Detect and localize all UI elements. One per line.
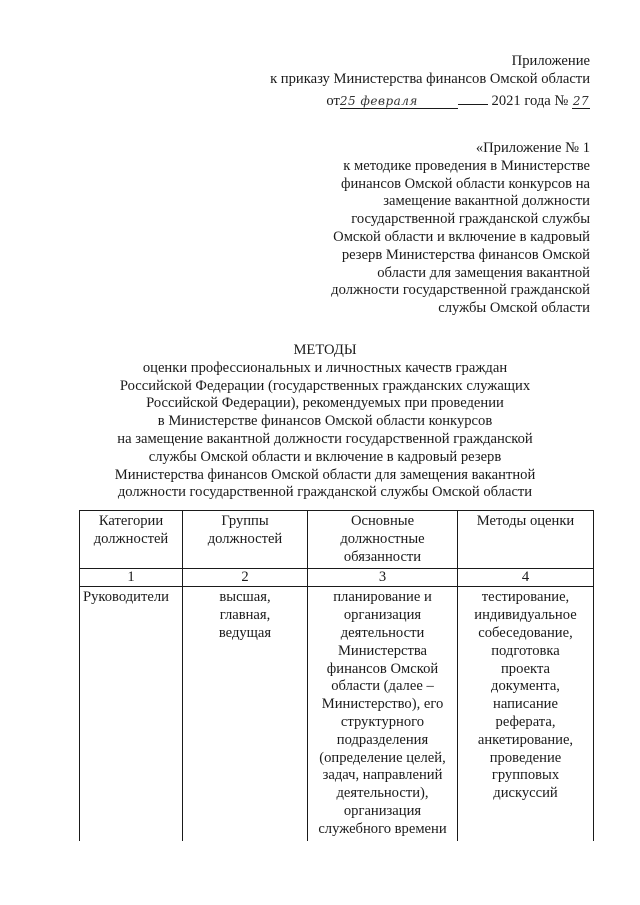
handwritten-date: 25 февраля bbox=[340, 93, 458, 109]
column-number: 3 bbox=[308, 569, 458, 587]
prior-appendix-line: государственной гражданской службы bbox=[351, 211, 590, 228]
title-line: службы Омской области и включение в кадровый резерв bbox=[148, 448, 502, 465]
table-number-row bbox=[80, 569, 594, 587]
header-methods: Методы оценки bbox=[458, 511, 594, 569]
title-line: Российской Федерации), рекомендуемых при проведении bbox=[146, 395, 504, 412]
cell-duties: планирование и организация деятельности Министерства финансов Омской области (далее – Министерство), его структурного подразделения (определение целей, задач, направлений деятельности), организация служебного времени bbox=[308, 587, 458, 841]
date-year: 2021 года № bbox=[491, 92, 569, 109]
prior-appendix-line: службы Омской области bbox=[438, 300, 590, 317]
prior-appendix-line: «Приложение № 1 bbox=[475, 140, 590, 156]
prior-appendix-line: Омской области и включение в кадровый bbox=[333, 228, 590, 245]
cell-methods: тестирование, индивидуальное собеседование, подготовка проекта документа, написание реферата, анкетирование, проведение групповых дискуссий bbox=[458, 587, 594, 841]
prior-appendix-line: области для замещения вакантной bbox=[377, 264, 590, 281]
appendix-title: Приложение bbox=[511, 53, 590, 69]
title-line: в Министерстве финансов Омской области конкурсов bbox=[157, 413, 493, 430]
date-prefix: от bbox=[326, 92, 340, 109]
document-title bbox=[90, 342, 560, 502]
table-header-row bbox=[80, 511, 594, 569]
column-number: 2 bbox=[183, 569, 308, 587]
title-line: оценки профессиональных и личностных качеств граждан bbox=[142, 359, 508, 376]
prior-appendix-line: замещение вакантной должности bbox=[383, 193, 590, 210]
header-duties: Основные должностные обязанности bbox=[308, 511, 458, 569]
date-underline bbox=[458, 89, 488, 105]
prior-appendix-line: резерв Министерства финансов Омской bbox=[341, 246, 590, 263]
appendix-order-ref: к приказу Министерства финансов Омской области bbox=[270, 70, 590, 87]
appendix-date-line bbox=[270, 89, 590, 111]
cell-category: Руководители bbox=[80, 587, 183, 841]
header-groups: Группы должностей bbox=[183, 511, 308, 569]
header-categories: Категории должностей bbox=[80, 511, 183, 569]
prior-appendix-line: финансов Омской области конкурсов на bbox=[341, 175, 590, 192]
appendix-header bbox=[270, 53, 590, 110]
prior-appendix-reference bbox=[331, 140, 590, 318]
title-heading: МЕТОДЫ bbox=[293, 342, 357, 358]
title-line: Российской Федерации (государственных гражданских служащих bbox=[119, 377, 531, 394]
column-number: 4 bbox=[458, 569, 594, 587]
column-number: 1 bbox=[80, 569, 183, 587]
prior-appendix-line: должности государственной гражданской bbox=[331, 282, 590, 299]
methods-table bbox=[79, 510, 594, 841]
cell-groups: высшая, главная, ведущая bbox=[183, 587, 308, 841]
title-line: Министерства финансов Омской области для замещения вакантной bbox=[114, 466, 536, 483]
title-line: на замещение вакантной должности государственной гражданской bbox=[117, 430, 533, 447]
title-line: должности государственной гражданской службы Омской области bbox=[117, 484, 533, 501]
handwritten-number: 27 bbox=[572, 93, 590, 108]
prior-appendix-line: к методике проведения в Министерстве bbox=[343, 157, 590, 174]
table-row bbox=[80, 587, 594, 841]
